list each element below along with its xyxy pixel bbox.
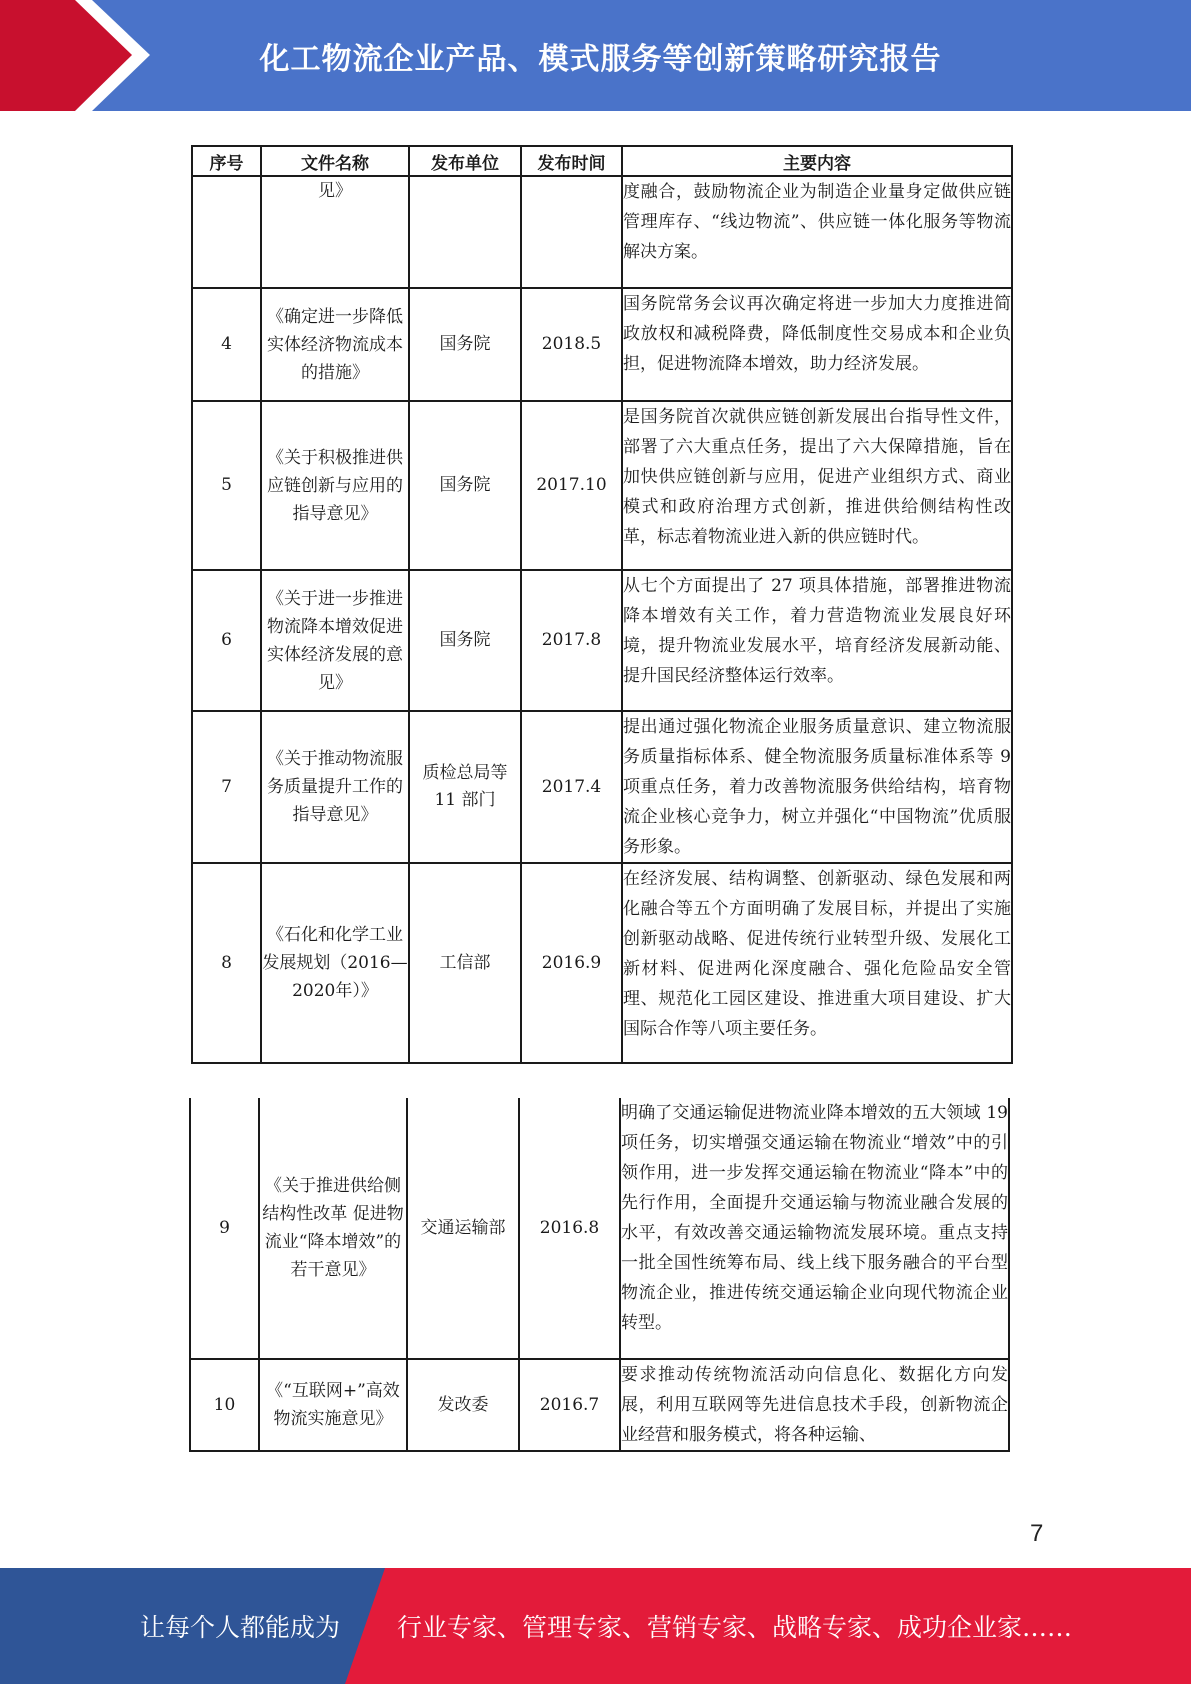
cell-issuer: 交通运输部 xyxy=(407,1098,519,1359)
footer-slogan-right: 行业专家、管理专家、营销专家、战略专家、成功企业家…… xyxy=(397,1613,1073,1642)
cell-date: 2016.9 xyxy=(521,863,622,1063)
column-header-issuer: 发布单位 xyxy=(409,146,521,176)
table-row xyxy=(192,401,1012,570)
table-row xyxy=(192,570,1012,711)
column-header-content: 主要内容 xyxy=(622,146,1012,176)
cell-no xyxy=(192,176,261,288)
table-row xyxy=(192,176,1012,288)
cell-content: 国务院常务会议再次确定将进一步加大力度推进简政放权和减税降费，降低制度性交易成本和企业负担，促进物流降本增效，助力经济发展。 xyxy=(622,288,1012,401)
cell-content: 提出通过强化物流企业服务质量意识、建立物流服务质量指标体系、健全物流服务质量标准体系等 9 项重点任务，着力改善物流服务供给结构，培育物流企业核心竞争力，树立并强化“中国物流”优质服务形象。 xyxy=(622,711,1012,863)
cell-content: 在经济发展、结构调整、创新驱动、绿色发展和两化融合等五个方面明确了发展目标，并提出了实施创新驱动战略、促进传统行业转型升级、发展化工新材料、促进两化深度融合、强化危险品安全管理、规范化工园区建设、推进重大项目建设、扩大国际合作等八项主要任务。 xyxy=(622,863,1012,1063)
header-banner xyxy=(0,0,1191,111)
page-title: 化工物流企业产品、模式服务等创新策略研究报告 xyxy=(259,41,942,77)
cell-content: 从七个方面提出了 27 项具体措施，部署推进物流降本增效有关工作，着力营造物流业发展良好环境，提升物流业发展水平，培育经济发展新动能、提升国民经济整体运行效率。 xyxy=(622,570,1012,711)
cell-issuer: 国务院 xyxy=(409,401,521,570)
cell-content: 明确了交通运输促进物流业降本增效的五大领域 19 项任务，切实增强交通运输在物流业“增效”中的引领作用，进一步发挥交通运输在物流业“降本”中的先行作用，全面提升交通运输与物流业融合发展的水平，有效改善交通运输物流发展环境。重点支持一批全国性统筹布局、线上线下服务融合的平台型物流企业，推进传统交通运输企业向现代物流企业转型。 xyxy=(620,1098,1009,1359)
column-header-no: 序号 xyxy=(192,146,261,176)
footer-slogan-left: 让每个人都能成为 xyxy=(140,1613,341,1642)
cell-no: 4 xyxy=(192,288,261,401)
table-header-row xyxy=(192,146,1012,176)
cell-name: 《关于推动物流服务质量提升工作的指导意见》 xyxy=(261,711,409,863)
footer-banner xyxy=(0,1568,1191,1684)
table-row xyxy=(190,1359,1009,1451)
policy-table-part1 xyxy=(191,145,1013,1064)
table-row xyxy=(192,288,1012,401)
cell-issuer: 国务院 xyxy=(409,570,521,711)
cell-content: 度融合，鼓励物流企业为制造企业量身定做供应链管理库存、“线边物流”、供应链一体化服务等物流解决方案。 xyxy=(622,176,1012,288)
cell-no: 6 xyxy=(192,570,261,711)
cell-name: 见》 xyxy=(261,176,409,288)
cell-no: 7 xyxy=(192,711,261,863)
column-header-name: 文件名称 xyxy=(261,146,409,176)
cell-issuer: 国务院 xyxy=(409,288,521,401)
cell-no: 10 xyxy=(190,1359,259,1451)
cell-date: 2016.8 xyxy=(519,1098,620,1359)
cell-issuer: 工信部 xyxy=(409,863,521,1063)
cell-no: 8 xyxy=(192,863,261,1063)
cell-date: 2017.8 xyxy=(521,570,622,711)
cell-name: 《关于进一步推进物流降本增效促进实体经济发展的意见》 xyxy=(261,570,409,711)
cell-name: 《“互联网+”高效物流实施意见》 xyxy=(259,1359,407,1451)
cell-name: 《关于积极推进供应链创新与应用的指导意见》 xyxy=(261,401,409,570)
column-header-date: 发布时间 xyxy=(521,146,622,176)
cell-date xyxy=(521,176,622,288)
table-row xyxy=(190,1098,1009,1359)
cell-date: 2018.5 xyxy=(521,288,622,401)
page-number: 7 xyxy=(1030,1520,1044,1547)
cell-date: 2017.10 xyxy=(521,401,622,570)
table-row xyxy=(192,711,1012,863)
cell-issuer: 发改委 xyxy=(407,1359,519,1451)
cell-content: 是国务院首次就供应链创新发展出台指导性文件，部署了六大重点任务，提出了六大保障措施，旨在加快供应链创新与应用，促进产业组织方式、商业模式和政府治理方式创新，推进供给侧结构性改革，标志着物流业进入新的供应链时代。 xyxy=(622,401,1012,570)
table-row xyxy=(192,863,1012,1063)
cell-date: 2016.7 xyxy=(519,1359,620,1451)
cell-name: 《石化和化学工业发展规划（2016—2020年）》 xyxy=(261,863,409,1063)
cell-name: 《关于推进供给侧结构性改革 促进物流业“降本增效”的若干意见》 xyxy=(259,1098,407,1359)
cell-no: 5 xyxy=(192,401,261,570)
cell-date: 2017.4 xyxy=(521,711,622,863)
cell-issuer: 质检总局等 11 部门 xyxy=(409,711,521,863)
policy-table-part2 xyxy=(189,1098,1010,1452)
cell-issuer xyxy=(409,176,521,288)
cell-content: 要求推动传统物流活动向信息化、数据化方向发展，利用互联网等先进信息技术手段，创新物流企业经营和服务模式，将各种运输、 xyxy=(620,1359,1009,1451)
cell-name: 《确定进一步降低实体经济物流成本的措施》 xyxy=(261,288,409,401)
cell-no: 9 xyxy=(190,1098,259,1359)
